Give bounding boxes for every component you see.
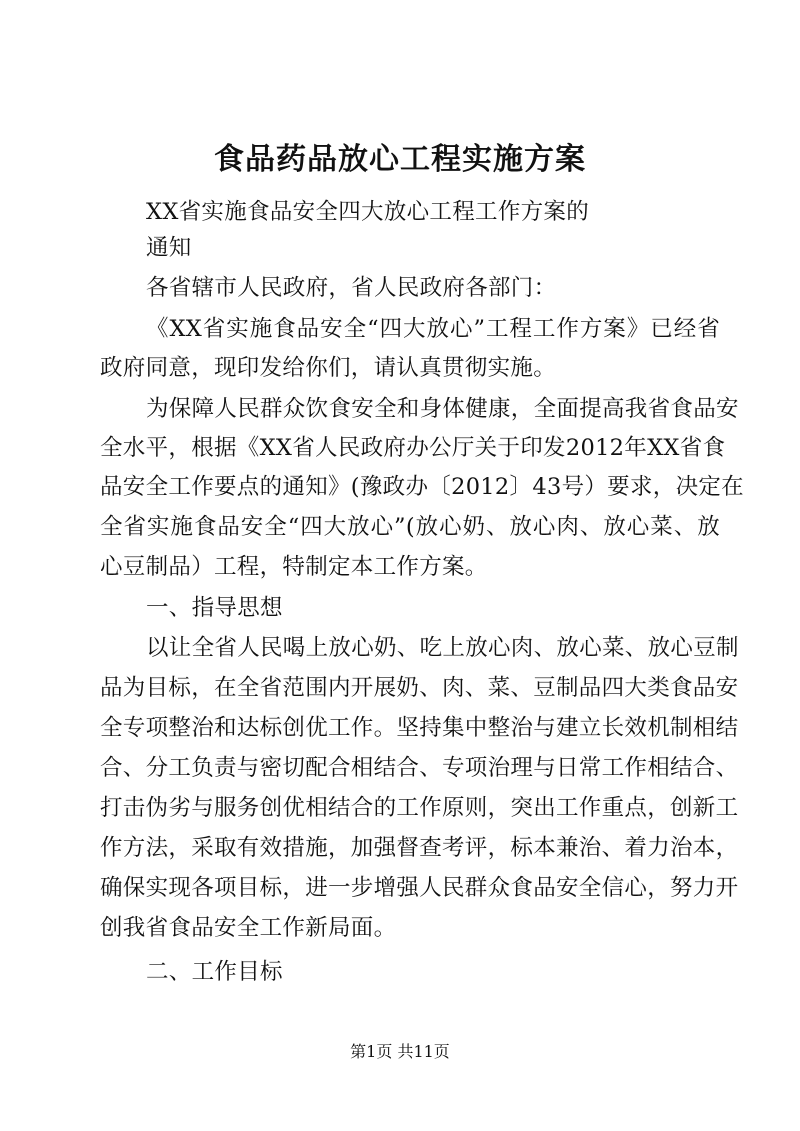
paragraph-line: 全专项整治和达标创优工作。坚持集中整治与建立长效机制相结 bbox=[100, 715, 739, 741]
paragraph-line: 确保实现各项目标，进一步增强人民群众食品安全信心，努力开 bbox=[100, 875, 739, 901]
paragraph-line: 合、分工负责与密切配合相结合、专项治理与日常工作相结合、 bbox=[100, 755, 739, 781]
paragraph-line: 创我省食品安全工作新局面。 bbox=[100, 915, 397, 941]
notice-heading-line-2: 通知 bbox=[146, 235, 192, 261]
page-indicator: 第1页 共11页 bbox=[350, 1042, 450, 1061]
paragraph-line: 作方法，采取有效措施，加强督查考评，标本兼治、着力治本， bbox=[100, 835, 739, 861]
paragraph-line: 《XX省实施食品安全“四大放心”工程工作方案》已经省 bbox=[146, 316, 720, 342]
paragraph-line: 全省实施食品安全“四大放心”(放心奶、放心肉、放心菜、放 bbox=[100, 514, 720, 540]
paragraph-line: 打击伪劣与服务创优相结合的工作原则，突出工作重点，创新工 bbox=[100, 795, 739, 821]
document-title: 食品药品放心工程实施方案 bbox=[214, 142, 586, 177]
paragraph-line: 以让全省人民喝上放心奶、吃上放心肉、放心菜、放心豆制 bbox=[146, 635, 739, 661]
paragraph-line: 品为目标，在全省范围内开展奶、肉、菜、豆制品四大类食品安 bbox=[100, 675, 739, 701]
paragraph-line: 为保障人民群众饮食安全和身体健康，全面提高我省食品安 bbox=[146, 396, 739, 422]
notice-heading-line-1: XX省实施食品安全四大放心工程工作方案的 bbox=[146, 199, 590, 225]
paragraph-line: 心豆制品）工程，特制定本工作方案。 bbox=[100, 554, 488, 580]
paragraph-line: 品安全工作要点的通知》(豫政办〔2012〕43号）要求，决定在 bbox=[100, 474, 744, 500]
salutation: 各省辖市人民政府，省人民政府各部门： bbox=[146, 275, 557, 301]
section-heading-work-goals: 二、工作目标 bbox=[146, 959, 283, 985]
paragraph-line: 政府同意，现印发给你们，请认真贯彻实施。 bbox=[100, 355, 557, 381]
paragraph-line: 全水平，根据《XX省人民政府办公厅关于印发2012年XX省食 bbox=[100, 435, 726, 461]
section-heading-guiding-ideology: 一、指导思想 bbox=[146, 595, 283, 621]
